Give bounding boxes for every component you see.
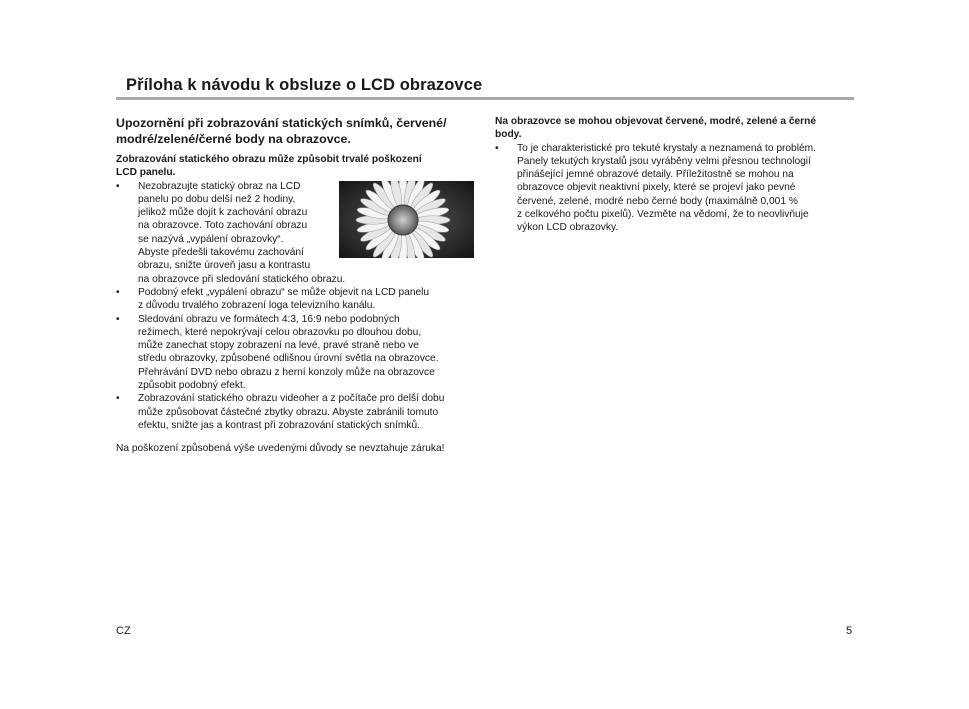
title-divider [116,97,854,100]
list-item-line: přinášející jemné obrazové detaily. Příležitostně se mohou na [517,169,794,181]
warranty-note: Na poškození způsobená výše uvedenými důvody se nevztahuje záruka! [116,443,445,455]
left-column [116,115,478,456]
list-item-line: režimech, které nepokrývají celou obrazovku po dlouhou dobu, [138,326,422,338]
list-item-line: z důvodu trvalého zobrazení loga televizního kanálu. [138,300,376,312]
list-item-line: se nazývá „vypálení obrazovky“. [138,233,284,245]
page-number: 5 [846,625,853,637]
list-item-line: na obrazovce při sledování statického obrazu. [138,273,346,285]
list-item-line: panelu po dobu delší než 2 hodiny, [138,193,296,205]
list-item-line: Abyste předešli takovému zachování [138,247,304,259]
list-item-line: obrazovce objevit neaktivní pixely, které se projeví jako pevné [517,182,796,194]
right-column [495,115,855,235]
heading-line: body. [495,129,522,141]
list-item-line: středu obrazovky, způsobené odlišnou úrovní světla na obrazovce. [138,353,439,365]
page-title: Příloha k návodu k obsluze o LCD obrazovce [126,76,483,94]
list-item [495,142,855,235]
flower-photo [339,181,474,258]
list-item-line: • Podobný efekt „vypálení obrazu“ se může objevit na LCD panelu [138,286,430,298]
list-item [116,392,478,432]
pixel-heading [495,115,855,142]
list-item-line: z celkového počtu pixelů). Vezměte na vědomí, že to neovlivňuje [517,209,809,221]
list-item-line: • Nezobrazujte statický obraz na LCD [138,180,301,192]
list-item-line: • Zobrazování statického obrazu videoher a z počítače pro delší dobu [138,393,445,405]
heading-line: modré/zelené/černé body na obrazovce. [116,132,351,146]
list-item-line: může zanechat stopy zobrazení na levé, pravé straně nebo ve [138,340,419,352]
list-item-line: efektu, snižte jas a kontrast při zobrazování statických snímků. [138,419,420,431]
list-item [116,313,478,393]
right-bullet-list [495,142,855,235]
list-item-line: Panely tekutých krystalů jsou vyráběny velmi přesnou technologií [517,155,811,167]
list-item-line: na obrazovce. Toto zachování obrazu [138,220,308,232]
heading-line: Na obrazovce se mohou objevovat červené, modré, zelené a černé [495,116,817,127]
list-item-line: výkon LCD obrazovky. [517,222,619,234]
warning-heading [116,115,478,147]
language-code: CZ [116,625,131,637]
list-item-line: může způsobovat částečné zbytky obrazu. Abyste zabránili tomuto [138,406,439,418]
list-item-line: jelikož může dojít k zachování obrazu [138,207,308,219]
list-item-line: • To je charakteristické pro tekuté krystaly a neznamená to problém. [517,142,816,154]
list-item-line: Přehrávání DVD nebo obrazu z herní konzoly může na obrazovce [138,366,435,378]
list-item-line: způsobit podobný efekt. [138,380,246,392]
list-item-line: obrazu, snižte úroveň jasu a kontrastu [138,260,311,272]
list-item-line: • Sledování obrazu ve formátech 4:3, 16:9 nebo podobných [138,313,400,325]
subheading-line: LCD panelu. [116,167,176,179]
list-item [116,286,478,313]
damage-subheading [116,153,478,180]
flower-image [339,181,474,258]
list-item-line: červené, zelené, modré nebo černé body (maximálně 0,001 % [517,195,798,207]
subheading-line: Zobrazování statického obrazu může způsobit trvalé poškození [116,154,422,165]
heading-line: Upozornění při zobrazování statických snímků, červené/ [116,116,447,130]
